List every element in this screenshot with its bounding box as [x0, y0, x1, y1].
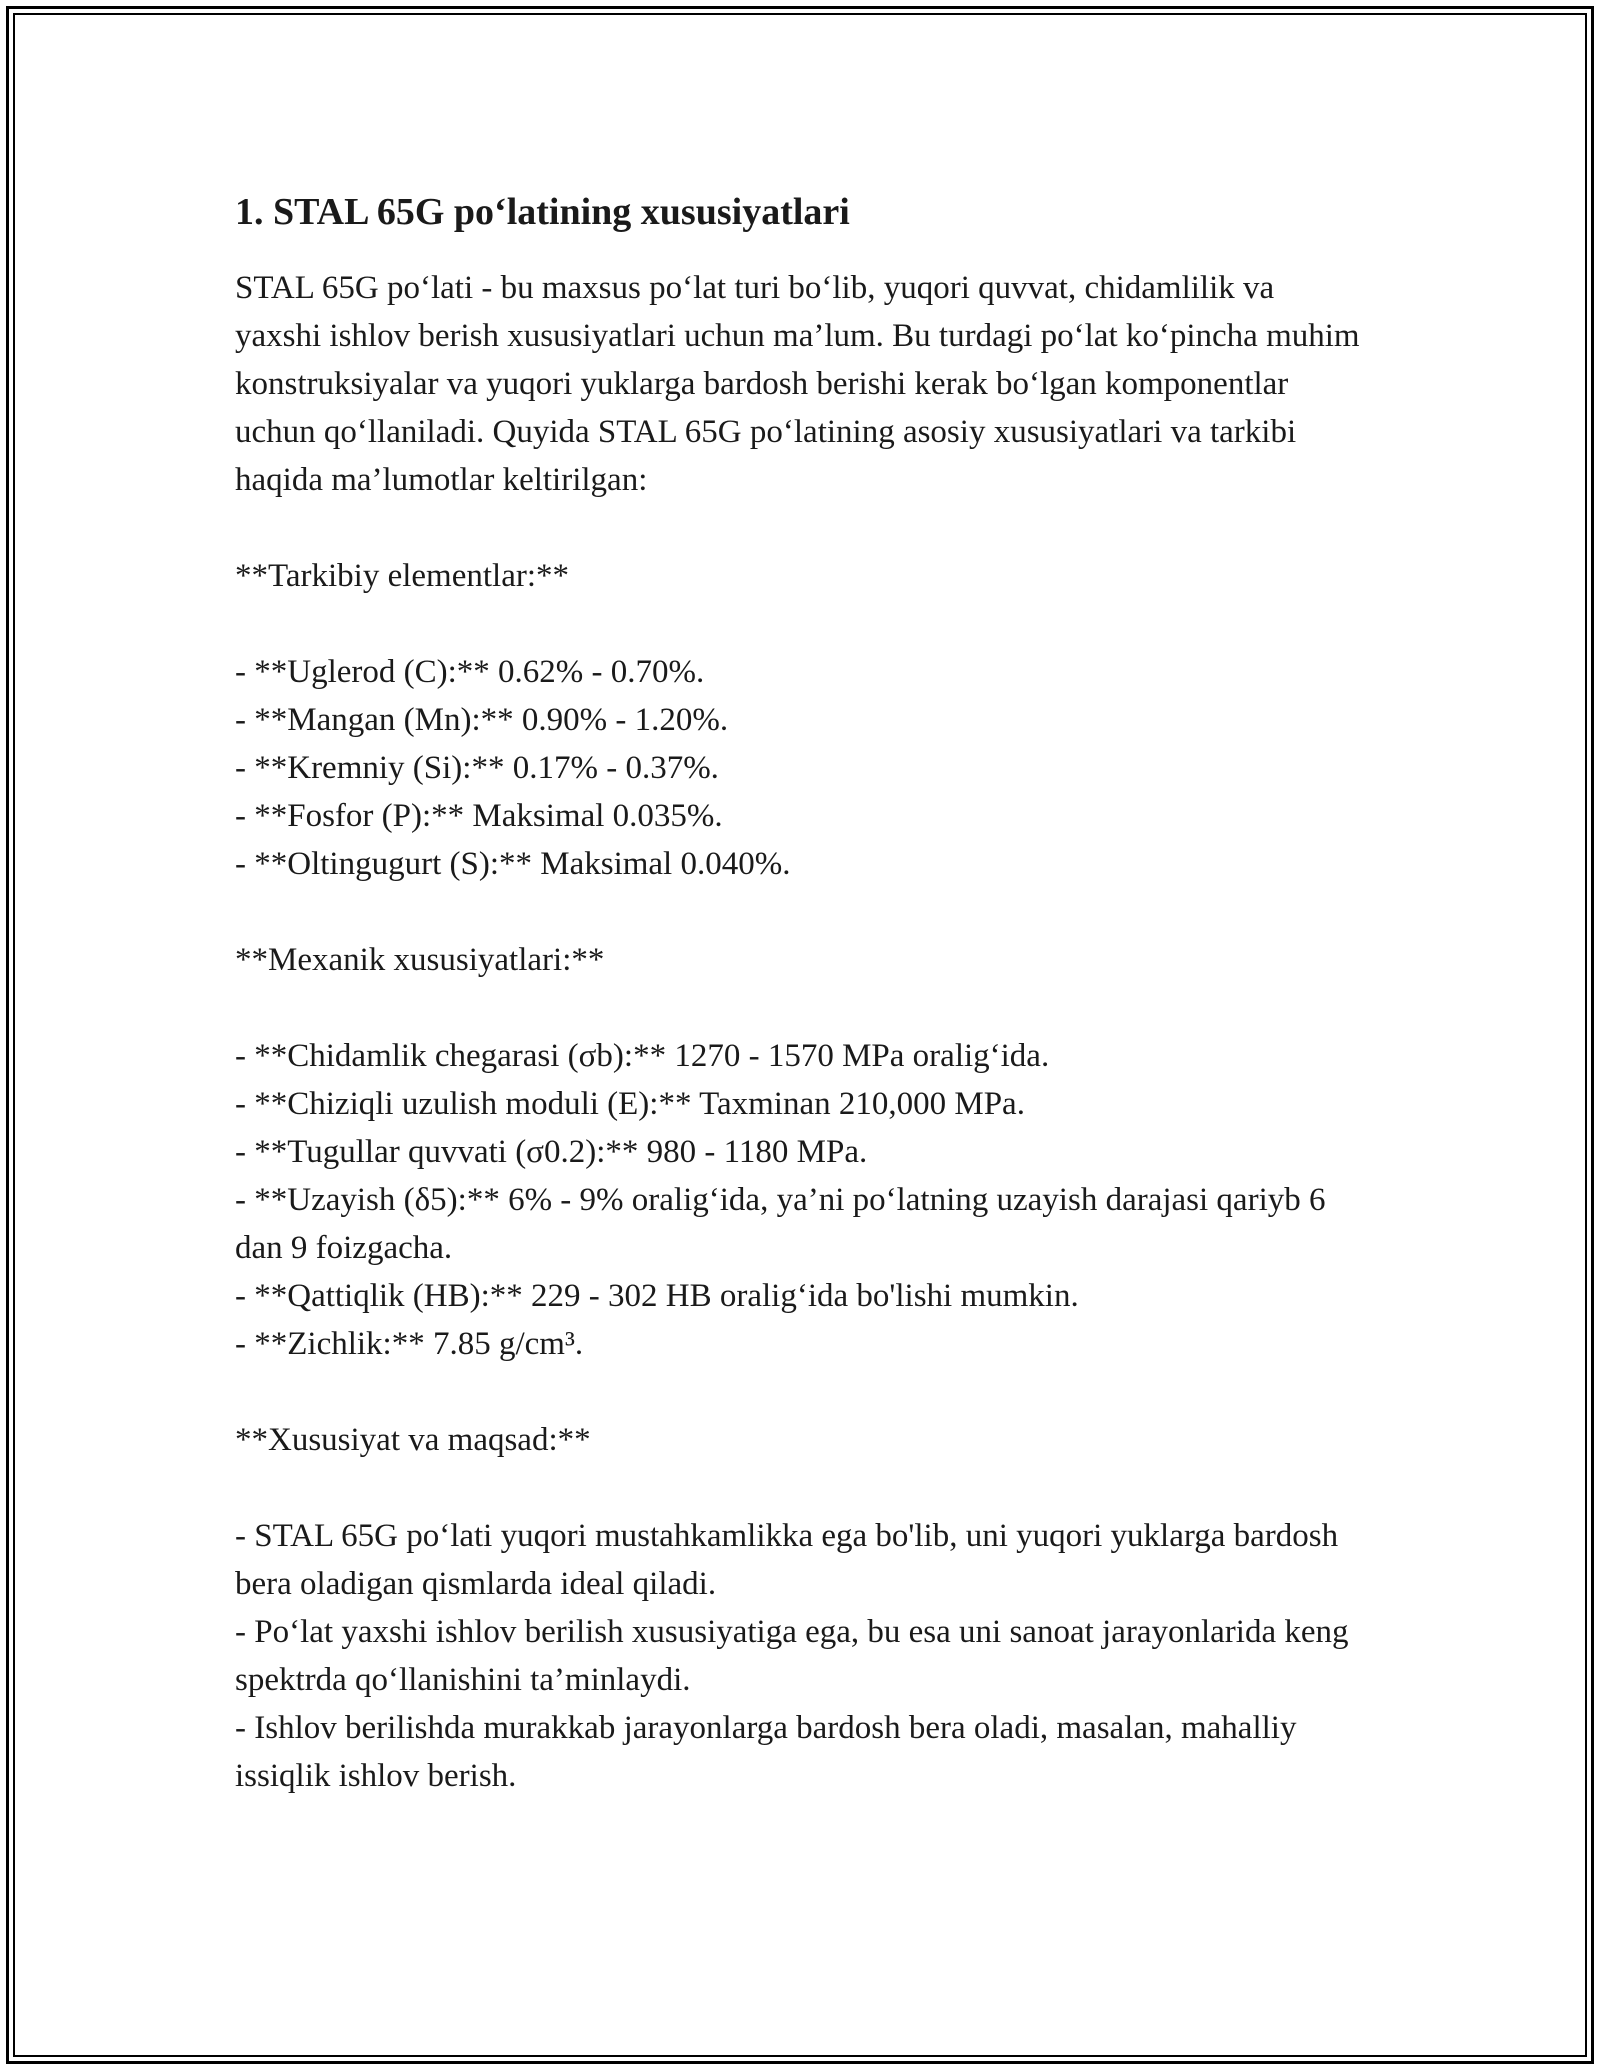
mechanical-item: - **Qattiqlik (HB):** 229 - 302 HB oralig‘ida bo'lishi mumkin. — [235, 1278, 1079, 1314]
composition-item: - **Fosfor (P):** Maksimal 0.035%. — [235, 798, 723, 834]
composition-item: - **Uglerod (C):** 0.62% - 0.70%. — [235, 654, 705, 690]
mechanical-item: - **Chiziqli uzulish moduli (E):** Taxminan 210,000 MPa. — [235, 1086, 1025, 1122]
purpose-item: - STAL 65G po‘lati yuqori mustahkamlikka ega bo'lib, uni yuqori yuklarga bardosh bera oladigan qismlarda ideal qiladi. — [235, 1518, 1339, 1602]
composition-item: - **Kremniy (Si):** 0.17% - 0.37%. — [235, 750, 719, 786]
mechanical-item: - **Tugullar quvvati (σ0.2):** 980 - 1180 MPa. — [235, 1134, 868, 1170]
mechanical-item: - **Uzayish (δ5):** 6% - 9% oralig‘ida, ya’ni po‘latning uzayish darajasi qariyb 6 dan 9 foizgacha. — [235, 1182, 1326, 1266]
purpose-title: **Xususiyat va maqsad:** — [235, 1422, 591, 1458]
intro-paragraph: STAL 65G po‘lati - bu maxsus po‘lat turi bo‘lib, yuqori quvvat, chidamlilik va yaxshi ishlov berish xususiyatlari uchun ma’lum. Bu turdagi po‘lat ko‘pincha muhim konstruksiyalar va yuqori yuklarga bardosh berishi kerak bo‘lgan komponentlar uchun qo‘llaniladi. Quyida STAL 65G po‘latining asosiy xususiyatlari va tarkibi haqida ma’lumotlar keltirilgan: — [235, 270, 1360, 498]
composition-item: - **Oltingugurt (S):** Maksimal 0.040%. — [235, 846, 791, 882]
spacer — [235, 1464, 1365, 1512]
spacer — [235, 888, 1365, 936]
spacer — [235, 504, 1365, 552]
purpose-item: - Po‘lat yaxshi ishlov berilish xususiyatiga ega, bu esa uni sanoat jarayonlarida keng spektrda qo‘llanishini ta’minlaydi. — [235, 1614, 1349, 1698]
mechanical-title: **Mexanik xususiyatlari:** — [235, 942, 605, 978]
spacer — [235, 1368, 1365, 1416]
composition-title: **Tarkibiy elementlar:** — [235, 558, 569, 594]
purpose-item: - Ishlov berilishda murakkab jarayonlarga bardosh bera oladi, masalan, mahalliy issiqlik ishlov berish. — [235, 1710, 1297, 1794]
spacer — [235, 984, 1365, 1032]
mechanical-item: - **Chidamlik chegarasi (σb):** 1270 - 1570 MPa oralig‘ida. — [235, 1038, 1050, 1074]
spacer — [235, 600, 1365, 648]
document-body — [235, 186, 1365, 1800]
composition-item: - **Mangan (Mn):** 0.90% - 1.20%. — [235, 702, 729, 738]
mechanical-item: - **Zichlik:** 7.85 g/cm³. — [235, 1326, 584, 1362]
document-heading: 1. STAL 65G po‘latining xususiyatlari — [235, 191, 850, 233]
